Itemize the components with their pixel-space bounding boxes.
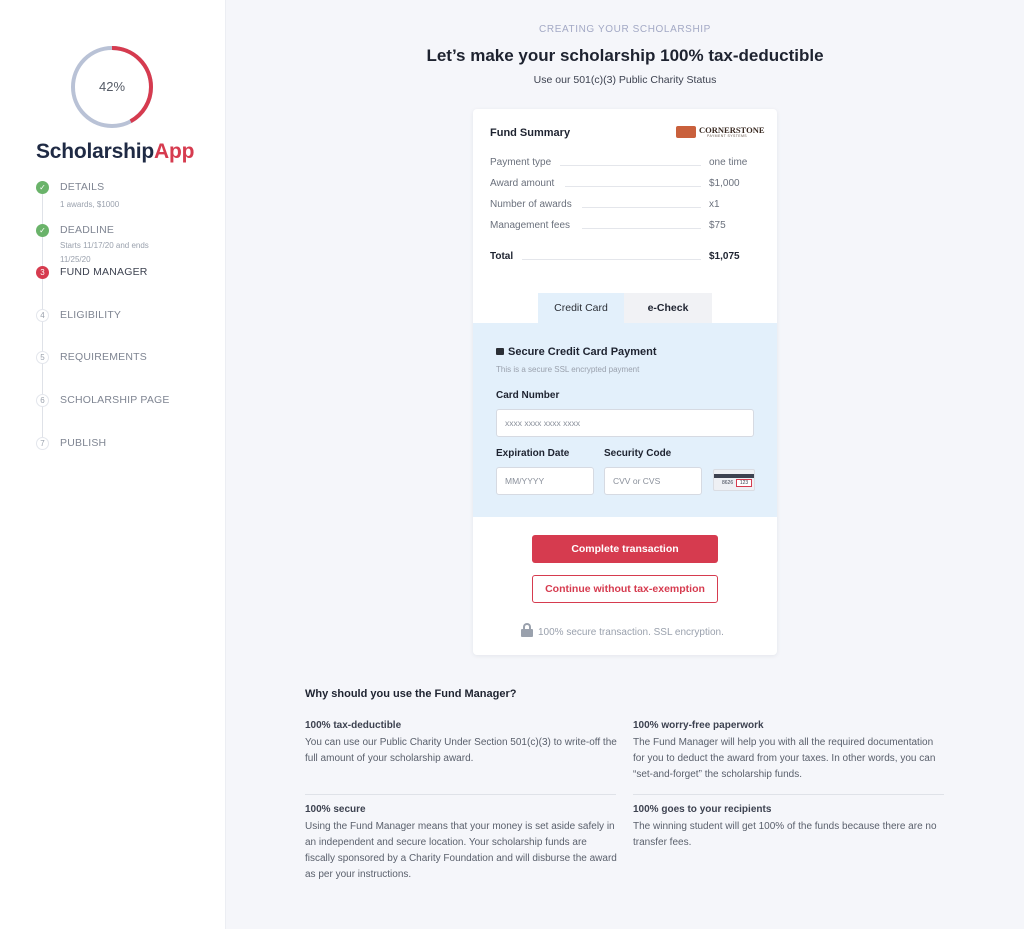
progress-percent: 42%: [98, 79, 126, 94]
feature-tax-deductible: [305, 720, 617, 767]
step-title: PUBLISH: [60, 437, 107, 449]
summary-row-payment-type: [490, 157, 748, 171]
check-icon: ✓: [36, 181, 49, 194]
step-number-badge: 3: [36, 266, 49, 279]
feature-divider: [305, 794, 616, 795]
feature-body: You can use our Public Charity Under Section 501(c)(3) to write-off the full amount of your scholarship award.: [305, 737, 617, 764]
brand-name-part1: Scholarship: [36, 140, 154, 163]
secure-payment-title: [496, 346, 657, 358]
padlock-icon: [521, 623, 533, 637]
row-value: $1,000: [709, 178, 740, 189]
row-label: Management fees: [490, 220, 574, 231]
row-leader: [565, 186, 701, 187]
summary-row-total: [490, 251, 743, 265]
check-icon: ✓: [36, 224, 49, 237]
fund-summary-card: [473, 109, 777, 655]
expiration-date-input[interactable]: MM/YYYY: [496, 467, 594, 495]
expiration-date-label: Expiration Date: [496, 448, 570, 459]
feature-title: 100% tax-deductible: [305, 720, 402, 731]
cornerstone-logo: [676, 125, 765, 139]
step-number-badge: 5: [36, 351, 49, 364]
row-value: $1,075: [709, 251, 740, 262]
row-leader: [582, 207, 701, 208]
feature-body: Using the Fund Manager means that your money is set aside safely in an independent and secure location. Your scholarship funds are fiscally sponsored by a Charity Foundation and will disburse the award as per your instructions.: [305, 821, 617, 880]
row-leader: [582, 228, 701, 229]
continue-without-tax-exemption-button[interactable]: Continue without tax-exemption: [532, 575, 718, 603]
tab-credit-card[interactable]: Credit Card: [538, 293, 624, 323]
feature-title: 100% secure: [305, 804, 366, 815]
security-code-label: Security Code: [604, 448, 672, 459]
fund-summary-title: Fund Summary: [490, 127, 571, 139]
row-label: Payment type: [490, 157, 555, 168]
page-title: Let’s make your scholarship 100% tax-deductible: [426, 46, 824, 65]
security-code-input[interactable]: CVV or CVS: [604, 467, 702, 495]
payment-tabs: [538, 293, 712, 323]
secure-payment-subtitle: This is a secure SSL encrypted payment: [496, 365, 640, 374]
step-title: REQUIREMENTS: [60, 351, 147, 363]
card-hint-cvv: 123: [736, 479, 752, 487]
feature-divider: [633, 794, 944, 795]
row-label: Number of awards: [490, 199, 576, 210]
row-label: Total: [490, 251, 517, 262]
feature-body: The winning student will get 100% of the funds because there are no transfer fees.: [633, 821, 937, 848]
why-section-title: Why should you use the Fund Manager?: [305, 688, 517, 700]
sidebar: [0, 0, 226, 929]
feature-body: The Fund Manager will help you with all the required documentation for you to deduct the award from your taxes. In other words, you can “set-and-forget” the scholarship funds.: [633, 737, 936, 780]
secure-transaction-text: 100% secure transaction. SSL encryption.: [538, 627, 724, 638]
secure-payment-title-text: Secure Credit Card Payment: [508, 346, 657, 358]
logo-tagline: PAYMENT SYSTEMS: [707, 134, 748, 138]
brand-name-part2: App: [154, 140, 195, 163]
cornerstone-logo-icon: [676, 126, 696, 138]
feature-goes-to-recipients: [633, 804, 945, 851]
credit-card-panel: [473, 323, 777, 517]
tab-e-check[interactable]: e-Check: [624, 293, 712, 323]
feature-title: 100% worry-free paperwork: [633, 720, 764, 731]
complete-transaction-button[interactable]: Complete transaction: [532, 535, 718, 563]
summary-row-management-fees: [490, 220, 743, 234]
row-value: one time: [709, 157, 748, 168]
step-title: SCHOLARSHIP PAGE: [60, 394, 170, 406]
step-title: DETAILS: [60, 181, 105, 193]
brand-logo[interactable]: [36, 140, 194, 164]
summary-row-award-amount: [490, 178, 743, 192]
logo-name: CORNERSTONE: [699, 125, 765, 135]
row-leader: [560, 165, 701, 166]
feature-title: 100% goes to your recipients: [633, 804, 772, 815]
step-subtitle: Starts 11/17/20 and ends 11/25/20: [60, 241, 149, 264]
row-value: $75: [709, 220, 726, 231]
step-number-badge: 4: [36, 309, 49, 322]
card-number-label: Card Number: [496, 390, 560, 401]
row-value: x1: [709, 199, 720, 210]
card-back-cvv-icon: [713, 469, 755, 491]
page-subtitle: Use our 501(c)(3) Public Charity Status: [533, 74, 717, 86]
row-label: Award amount: [490, 178, 558, 189]
secure-transaction-note: [521, 621, 741, 638]
page-eyebrow: CREATING YOUR SCHOLARSHIP: [539, 24, 711, 35]
step-subtitle: 1 awards, $1000: [60, 200, 120, 209]
summary-row-number-of-awards: [490, 199, 743, 213]
card-number-input[interactable]: xxxx xxxx xxxx xxxx: [496, 409, 754, 437]
card-magnetic-strip: [714, 474, 754, 478]
feature-secure: [305, 804, 617, 883]
step-number-badge: 6: [36, 394, 49, 407]
step-number-badge: 7: [36, 437, 49, 450]
step-title: DEADLINE: [60, 224, 115, 236]
card-hint-number: 8626: [722, 480, 734, 486]
lock-icon: [496, 348, 504, 355]
row-leader: [522, 259, 701, 260]
step-title: FUND MANAGER: [60, 266, 148, 278]
step-title: ELIGIBILITY: [60, 309, 122, 321]
feature-worry-free-paperwork: [633, 720, 945, 783]
